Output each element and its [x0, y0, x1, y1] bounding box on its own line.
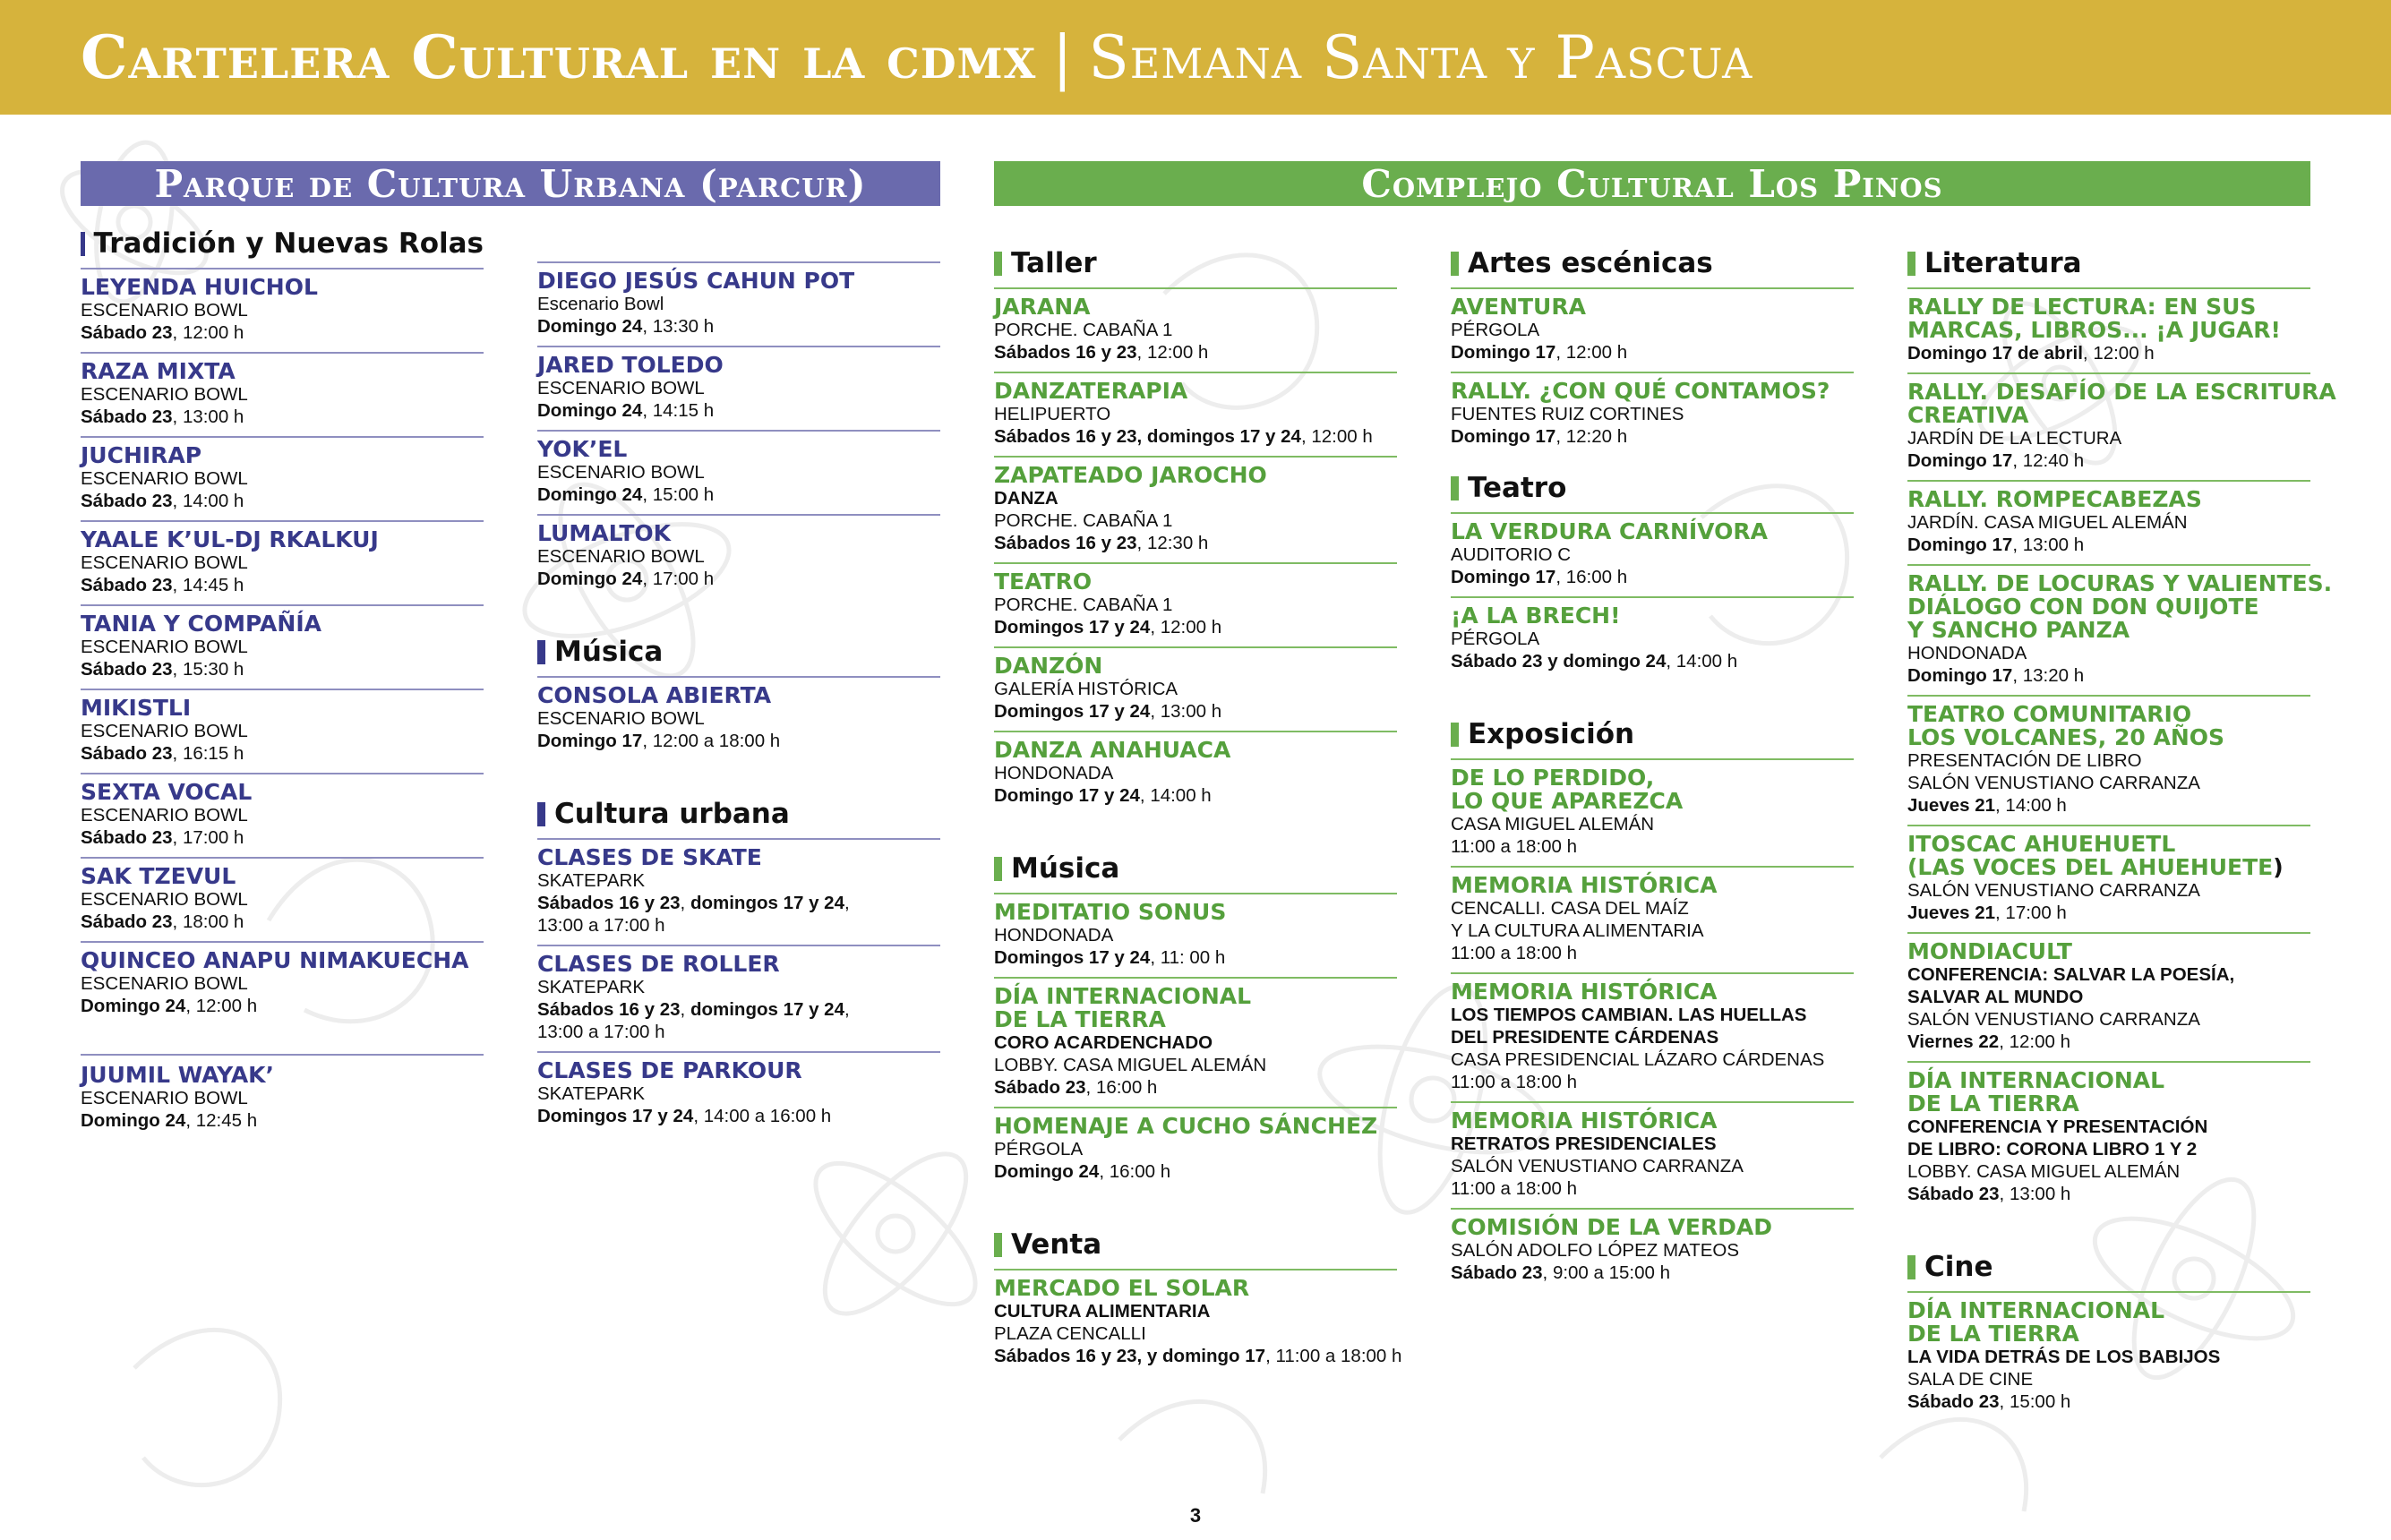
event-title: MONDIACULT: [1907, 938, 2072, 964]
page-title: Cartelera Cultural en la cdmx: [81, 22, 1037, 92]
event-place: HELIPUERTO: [994, 404, 1111, 424]
event-place: SALÓN VENUSTIANO CARRANZA: [1451, 1156, 1744, 1176]
event-title: ZAPATEADO JAROCHO: [994, 462, 1267, 488]
event-title: JARANA: [994, 294, 1091, 320]
event-title-line2: (LAS VOCES DEL AHUEHUETE): [1907, 854, 2284, 880]
category-marker: [1451, 723, 1459, 747]
category-musica-pinos: Música: [994, 852, 1397, 894]
event-date: Domingo 17, 13:20 h: [1907, 665, 2085, 686]
event-date: Domingos 17 y 24, 14:00 a 16:00 h: [537, 1106, 832, 1126]
category-marker: [994, 1233, 1002, 1257]
header-banner: [0, 0, 2391, 115]
event-title: AVENTURA: [1451, 294, 1586, 320]
event-item: [994, 373, 1397, 458]
event-title: DE LO PERDIDO,: [1451, 765, 1655, 791]
event-place: Escenario Bowl: [537, 294, 664, 314]
event-item: [537, 432, 940, 516]
event-title: MIKISTLI: [81, 695, 192, 721]
event-item: [994, 564, 1397, 648]
event-date: Sábado 23, 14:00 h: [81, 491, 244, 511]
pinos-column-3: [1907, 247, 2336, 1421]
event-place: ESCENARIO BOWL: [81, 973, 248, 994]
event-place: ESCENARIO BOWL: [81, 552, 248, 573]
event-date: Sábados 16 y 23, 12:30 h: [994, 533, 1209, 553]
event-subtitle: CONFERENCIA Y PRESENTACIÓN: [1907, 1116, 2208, 1137]
event-place: SALÓN ADOLFO LÓPEZ MATEOS: [1451, 1240, 1740, 1261]
event-date: Domingo 24, 12:00 h: [81, 996, 258, 1016]
event-subtitle: CONFERENCIA: SALVAR LA POESÍA,: [1907, 964, 2235, 985]
event-place: JARDÍN DE LA LECTURA: [1907, 428, 2122, 449]
event-title-line2: DE LA TIERRA: [1907, 1091, 2079, 1116]
event-item: [1451, 289, 1854, 373]
event-date: Sábados 16 y 23, y domingo 17, 11:00 a 18:00 h: [994, 1346, 1402, 1366]
event-title: COMISIÓN DE LA VERDAD: [1451, 1214, 1773, 1240]
event-item: [1907, 1293, 2310, 1421]
event-date: Domingos 17 y 24, 11: 00 h: [994, 947, 1226, 968]
event-date: Sábado 23, 17:00 h: [81, 827, 244, 848]
event-title-line2: CREATIVA: [1907, 402, 2029, 428]
title-separator: |: [1052, 22, 1073, 92]
event-title: SEXTA VOCAL: [81, 779, 253, 805]
event-time: 13:00 a 17:00 h: [537, 1022, 665, 1042]
event-subtitle: CORO ACARDENCHADO: [994, 1032, 1213, 1053]
event-place: ESCENARIO BOWL: [81, 468, 248, 489]
event-time: 13:00 a 17:00 h: [537, 915, 665, 936]
event-title: TEATRO: [994, 569, 1093, 595]
event-item: [81, 690, 484, 774]
event-place: SALÓN VENUSTIANO CARRANZA: [1907, 1009, 2200, 1030]
event-date: Domingo 24, 16:00 h: [994, 1161, 1171, 1182]
event-subtitle-line2: DEL PRESIDENTE CÁRDENAS: [1451, 1027, 1719, 1048]
event-date: Sábado 23, 9:00 a 15:00 h: [1451, 1262, 1671, 1283]
event-title: RALLY. DE LOCURAS Y VALIENTES.: [1907, 570, 2333, 596]
event-item: [81, 270, 484, 354]
pinos-column-2: [1451, 247, 1854, 1292]
event-place-line2: Y LA CULTURA ALIMENTARIA: [1451, 920, 1704, 941]
event-item: [994, 979, 1397, 1108]
category-artes-escenicas: Artes escénicas: [1451, 247, 1854, 289]
event-title-line2: DE LA TIERRA: [994, 1006, 1166, 1032]
event-place: ESCENARIO BOWL: [81, 384, 248, 405]
event-title: QUINCEO ANAPU NIMAKUECHA: [81, 947, 469, 973]
event-title: JUCHIRAP: [81, 442, 202, 468]
event-item: [994, 289, 1397, 373]
category-marker: [81, 232, 85, 256]
event-place: ESCENARIO BOWL: [537, 462, 705, 483]
event-title: JUUMIL WAYAK’: [81, 1062, 275, 1088]
event-item: [994, 732, 1397, 815]
event-title: RAZA MIXTA: [81, 358, 236, 384]
event-title: DANZA ANAHUACA: [994, 737, 1231, 763]
event-date: Sábado 23, 18:00 h: [81, 911, 244, 932]
event-date: Domingo 17, 13:00 h: [1907, 535, 2085, 555]
event-date: Viernes 22, 12:00 h: [1907, 1031, 2070, 1052]
event-title: ¡A LA BRECH!: [1451, 603, 1621, 629]
event-place: PÉRGOLA: [1451, 629, 1540, 649]
event-item: [1451, 373, 1854, 456]
event-title: RALLY. ¿CON QUÉ CONTAMOS?: [1451, 378, 1830, 404]
event-title: LEYENDA HUICHOL: [81, 274, 318, 300]
event-item: [1907, 934, 2310, 1063]
event-date: Sábados 16 y 23, domingos 17 y 24,: [537, 893, 850, 913]
event-date: Domingo 24, 15:00 h: [537, 484, 715, 505]
event-item: [1907, 1063, 2310, 1213]
event-item: [537, 946, 940, 1053]
event-item: [994, 458, 1397, 564]
event-place: CASA PRESIDENCIAL LÁZARO CÁRDENAS: [1451, 1049, 1825, 1070]
event-title: JARED TOLEDO: [537, 352, 724, 378]
category-teatro: Teatro: [1451, 472, 1854, 514]
event-title: DÍA INTERNACIONAL: [1907, 1067, 2165, 1093]
event-place: SALA DE CINE: [1907, 1369, 2034, 1390]
category-exposicion: Exposición: [1451, 718, 1854, 760]
event-item: [81, 438, 484, 522]
event-date: Sábados 16 y 23, domingos 17 y 24,: [537, 999, 850, 1020]
event-title: RALLY. DESAFÍO DE LA ESCRITURA: [1907, 379, 2336, 405]
event-date: Sábado 23, 16:00 h: [994, 1077, 1158, 1098]
event-date: Sábado 23, 13:00 h: [1907, 1184, 2071, 1204]
event-place: PÉRGOLA: [994, 1139, 1084, 1159]
event-title: CLASES DE PARKOUR: [537, 1057, 802, 1083]
event-subtitle-line2: DE LIBRO: CORONA LIBRO 1 Y 2: [1907, 1139, 2198, 1159]
event-title: ITOSCAC AHUEHUETL: [1907, 831, 2176, 857]
event-title: CLASES DE SKATE: [537, 844, 762, 870]
event-date: Domingo 24, 13:30 h: [537, 316, 715, 337]
event-place: SKATEPARK: [537, 870, 645, 891]
category-marker: [1907, 1255, 1915, 1279]
event-date: Sábado 23, 13:00 h: [81, 406, 244, 427]
event-title: DIEGO JESÚS CAHUN POT: [537, 268, 855, 294]
event-subtitle: LA VIDA DETRÁS DE LOS BABIJOS: [1907, 1347, 2221, 1367]
event-place: JARDÍN. CASA MIGUEL ALEMÁN: [1907, 512, 2188, 533]
event-title: CONSOLA ABIERTA: [537, 682, 772, 708]
event-place: ESCENARIO BOWL: [81, 805, 248, 826]
event-date: Sábado 23 y domingo 24, 14:00 h: [1451, 651, 1738, 672]
event-place: PORCHE. CABAÑA 1: [994, 510, 1173, 531]
event-place: PÉRGOLA: [1451, 320, 1540, 340]
category-literatura: Literatura: [1907, 247, 2310, 289]
event-place: ESCENARIO BOWL: [81, 300, 248, 321]
page-subtitle: Semana Santa y Pascua: [1088, 22, 1753, 92]
event-place: ESCENARIO BOWL: [81, 637, 248, 657]
category-marker: [1907, 252, 1915, 276]
event-date: Domingo 17 de abril, 12:00 h: [1907, 343, 2155, 364]
event-title: LA VERDURA CARNÍVORA: [1451, 518, 1768, 544]
event-subtitle-line2: SALVAR AL MUNDO: [1907, 987, 2084, 1007]
category-marker: [1451, 252, 1459, 276]
event-item: [994, 1108, 1397, 1191]
event-item: [1907, 482, 2310, 566]
event-time: 11:00 a 18:00 h: [1451, 836, 1577, 857]
event-title-line2: MARCAS, LIBROS... ¡A JUGAR!: [1907, 317, 2281, 343]
category-taller: Taller: [994, 247, 1397, 289]
event-item: [1907, 374, 2336, 482]
event-place: HONDONADA: [994, 925, 1114, 945]
event-place: PLAZA CENCALLI: [994, 1323, 1146, 1344]
event-subtitle: RETRATOS PRESIDENCIALES: [1451, 1134, 1717, 1154]
category-musica-parcur: Música: [537, 636, 940, 678]
category-cine: Cine: [1907, 1251, 2310, 1293]
category-cultura-urbana: Cultura urbana: [537, 798, 940, 840]
event-date: Domingo 17, 12:00 h: [1451, 342, 1628, 363]
event-title: MERCADO EL SOLAR: [994, 1275, 1250, 1301]
category-tradicion: Tradición y Nuevas Rolas: [81, 227, 484, 270]
event-place: LOBBY. CASA MIGUEL ALEMÁN: [1907, 1161, 2181, 1182]
category-marker: [994, 252, 1002, 276]
event-title-line2: LOS VOLCANES, 20 AÑOS: [1907, 724, 2225, 750]
event-title: MEDITATIO SONUS: [994, 899, 1227, 925]
event-title: DANZÓN: [994, 653, 1103, 679]
event-item: [1451, 1103, 1854, 1210]
event-date: Sábado 23, 15:30 h: [81, 659, 244, 680]
event-date: Sábado 23, 14:45 h: [81, 575, 244, 595]
event-place: ESCENARIO BOWL: [81, 1088, 248, 1108]
event-date: Domingos 17 y 24, 13:00 h: [994, 701, 1222, 722]
event-place: PRESENTACIÓN DE LIBRO: [1907, 750, 2142, 771]
event-item: [1907, 566, 2333, 697]
event-place: SALÓN VENUSTIANO CARRANZA: [1907, 880, 2200, 901]
event-item: [81, 774, 484, 859]
event-subtitle: CULTURA ALIMENTARIA: [994, 1301, 1211, 1322]
event-title-line2: DIÁLOGO CON DON QUIJOTE: [1907, 594, 2259, 620]
event-subtitle: LOS TIEMPOS CAMBIAN. LAS HUELLAS: [1451, 1005, 1807, 1025]
event-date: Domingos 17 y 24, 12:00 h: [994, 617, 1222, 637]
event-place: FUENTES RUIZ CORTINES: [1451, 404, 1684, 424]
event-date: Sábado 23, 15:00 h: [1907, 1391, 2071, 1412]
category-marker: [537, 640, 545, 664]
event-place: SKATEPARK: [537, 1083, 645, 1104]
event-title: DÍA INTERNACIONAL: [1907, 1297, 2165, 1323]
event-title: TEATRO COMUNITARIO: [1907, 701, 2192, 727]
event-date: Domingo 24, 17:00 h: [537, 569, 715, 589]
event-title: DÍA INTERNACIONAL: [994, 983, 1252, 1009]
category-venta: Venta: [994, 1228, 1397, 1270]
event-item: [537, 516, 940, 598]
event-place: LOBBY. CASA MIGUEL ALEMÁN: [994, 1055, 1267, 1075]
event-item: [1451, 1210, 1854, 1292]
event-title-line2: DE LA TIERRA: [1907, 1321, 2079, 1347]
event-item: [1907, 826, 2310, 934]
event-item: [537, 678, 940, 760]
event-item: [994, 648, 1397, 732]
event-date: Domingo 24, 12:45 h: [81, 1110, 258, 1131]
page-number: 3: [1189, 1504, 1202, 1527]
event-item: [81, 943, 484, 1025]
event-date: Domingo 17, 12:40 h: [1907, 450, 2085, 471]
event-place: CASA MIGUEL ALEMÁN: [1451, 814, 1655, 834]
event-time: 11:00 a 18:00 h: [1451, 943, 1577, 963]
event-title: YAALE K’UL-DJ RKALKUJ: [81, 526, 379, 552]
category-marker: [994, 857, 1002, 881]
event-title-line2: LO QUE APAREZCA: [1451, 788, 1684, 814]
event-place: HONDONADA: [1907, 643, 2027, 663]
event-time: 11:00 a 18:00 h: [1451, 1072, 1577, 1092]
event-date: Jueves 21, 17:00 h: [1907, 903, 2067, 923]
event-date: Domingo 17, 12:00 a 18:00 h: [537, 731, 781, 751]
event-place: PORCHE. CABAÑA 1: [994, 320, 1173, 340]
event-date: Sábados 16 y 23, 12:00 h: [994, 342, 1209, 363]
event-title: TANIA Y COMPAÑÍA: [81, 611, 321, 637]
event-title-line3: Y SANCHO PANZA: [1907, 617, 2130, 643]
pinos-column-1: [994, 247, 1402, 1375]
event-date: Sábado 23, 12:00 h: [81, 322, 244, 343]
event-place: AUDITORIO C: [1451, 544, 1572, 565]
event-item: [81, 522, 484, 606]
event-item: [537, 1053, 940, 1135]
event-item: [1907, 697, 2310, 826]
event-title: YOK’EL: [537, 436, 628, 462]
event-place: CENCALLI. CASA DEL MAÍZ: [1451, 898, 1689, 919]
event-item: [81, 606, 484, 690]
event-item: [81, 859, 484, 943]
event-title: MEMORIA HISTÓRICA: [1451, 872, 1718, 898]
event-date: Jueves 21, 14:00 h: [1907, 795, 2067, 816]
event-place: SKATEPARK: [537, 977, 645, 997]
event-date: Domingo 17 y 24, 14:00 h: [994, 785, 1212, 806]
event-place: GALERÍA HISTÓRICA: [994, 679, 1178, 699]
event-place: ESCENARIO BOWL: [537, 546, 705, 567]
event-item: [537, 261, 940, 347]
event-date: Domingo 17, 12:20 h: [1451, 426, 1628, 447]
event-item: [994, 1270, 1402, 1375]
event-title: CLASES DE ROLLER: [537, 951, 780, 977]
event-item: [537, 840, 940, 946]
event-place: ESCENARIO BOWL: [537, 708, 705, 729]
event-item: [537, 347, 940, 432]
event-item: [1451, 598, 1854, 680]
event-item: [1451, 514, 1854, 598]
parcur-column-1: [81, 227, 484, 1140]
event-item: [1907, 289, 2310, 374]
category-marker: [1451, 476, 1459, 500]
event-date: Sábados 16 y 23, domingos 17 y 24, 12:00 h: [994, 426, 1373, 447]
event-item: [1451, 760, 1854, 868]
event-place: ESCENARIO BOWL: [81, 721, 248, 741]
event-place-line2: SALÓN VENUSTIANO CARRANZA: [1907, 773, 2200, 793]
pinos-heading: Complejo Cultural Los Pinos: [994, 161, 2310, 206]
event-item: [81, 1054, 484, 1140]
event-place: PORCHE. CABAÑA 1: [994, 595, 1173, 615]
event-item: [81, 354, 484, 438]
category-marker: [537, 802, 545, 826]
event-title: DANZATERAPIA: [994, 378, 1188, 404]
event-title: RALLY DE LECTURA: EN SUS: [1907, 294, 2257, 320]
event-title: MEMORIA HISTÓRICA: [1451, 979, 1718, 1005]
parcur-heading: Parque de Cultura Urbana (parcur): [81, 161, 940, 206]
event-title: SAK TZEVUL: [81, 863, 236, 889]
event-place: ESCENARIO BOWL: [81, 889, 248, 910]
event-date: Domingo 24, 14:15 h: [537, 400, 715, 421]
event-title: HOMENAJE A CUCHO SÁNCHEZ: [994, 1113, 1378, 1139]
event-title: MEMORIA HISTÓRICA: [1451, 1108, 1718, 1134]
event-title: RALLY. ROMPECABEZAS: [1907, 486, 2202, 512]
event-time: 11:00 a 18:00 h: [1451, 1178, 1577, 1199]
event-place: HONDONADA: [994, 763, 1114, 783]
event-date: Sábado 23, 16:15 h: [81, 743, 244, 764]
event-title: LUMALTOK: [537, 520, 672, 546]
event-subtitle: DANZA: [994, 488, 1058, 509]
event-item: [1451, 974, 1854, 1103]
event-item: [994, 894, 1397, 979]
event-item: [1451, 868, 1854, 974]
event-date: Domingo 17, 16:00 h: [1451, 567, 1628, 587]
parcur-column-2: [537, 261, 940, 1135]
event-place: ESCENARIO BOWL: [537, 378, 705, 398]
